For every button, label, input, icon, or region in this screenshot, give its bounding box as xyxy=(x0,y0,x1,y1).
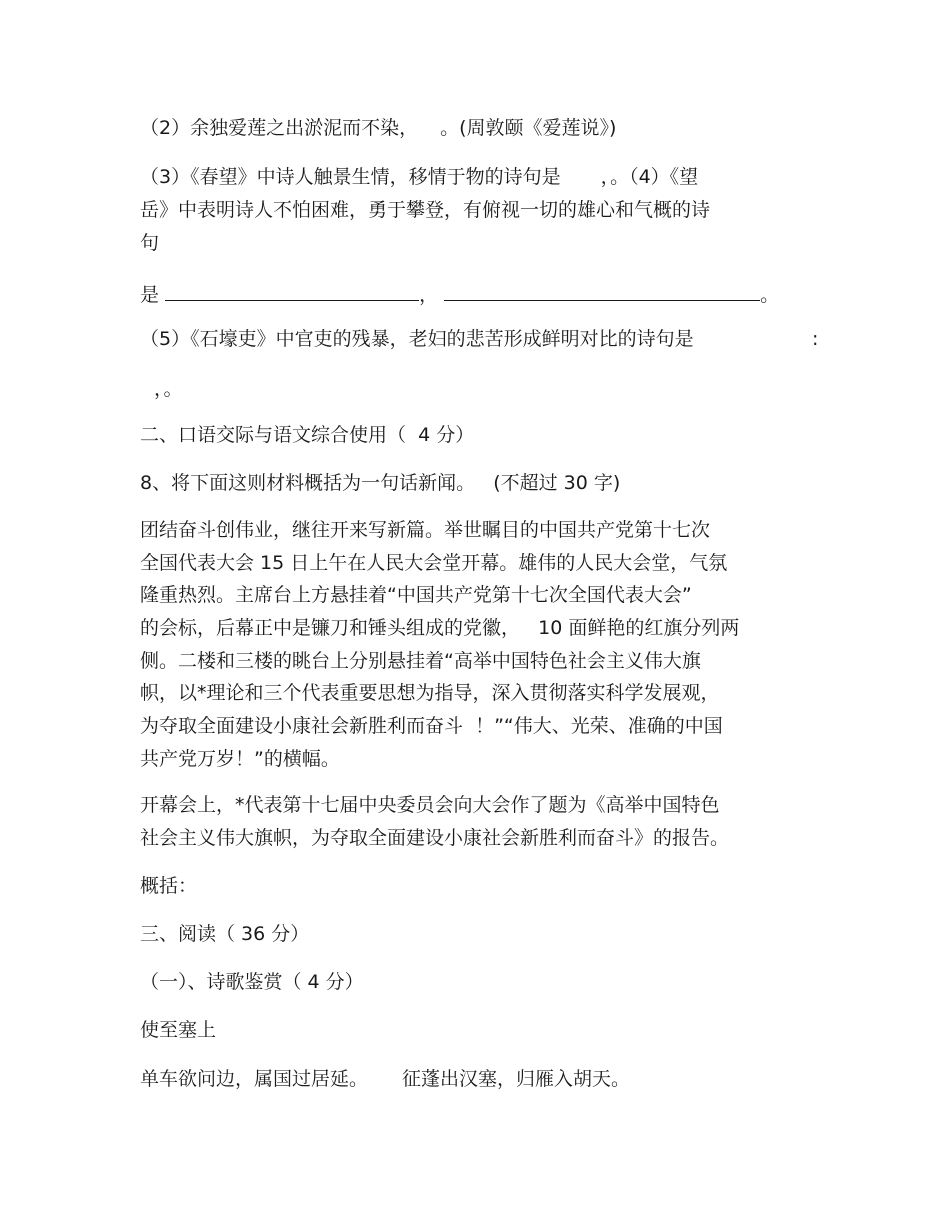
material-line: 为夺取全面建设小康社会新胜利而奋斗 ！”“伟大、光荣、准确的中国 xyxy=(140,715,723,737)
material-line: 社会主义伟大旗帜，为夺取全面建设小康社会新胜利而奋斗》的报告。 xyxy=(140,827,730,849)
question-5-colon: : xyxy=(812,328,819,350)
question-5-line-2: ，。 xyxy=(154,378,183,400)
material-line: 的会标，后幕正中是镰刀和锤头组成的党徽， 10 面鲜艳的红旗分列两 xyxy=(140,617,740,639)
question-4-answer-line xyxy=(140,280,779,308)
answer-end: 。 xyxy=(760,284,780,306)
answer-separator: ， xyxy=(419,284,439,306)
material-line: 帜，以*理论和三个代表重要思想为指导，深入贯彻落实科学发展观， xyxy=(140,682,720,704)
question-3-text: （3）《春望》中诗人触景生情，移情于物的诗句是 xyxy=(140,166,561,188)
material-line: 团结奋斗创伟业，继往开来写新篇。举世瞩目的中国共产党第十七次 xyxy=(140,519,711,541)
material-line: 开幕会上，*代表第十七届中央委员会向大会作了题为《高举中国特色 xyxy=(140,794,720,816)
material-line: 隆重热烈。主席台上方悬挂着“中国共产党第十七次全国代表大会” xyxy=(140,584,692,606)
answer-prefix: 是 xyxy=(140,284,160,306)
question-2-source: 。(周敦颐《爱莲说》) xyxy=(440,117,617,139)
question-4-line-3: 句 xyxy=(140,232,160,254)
poem-line-part-1: 单车欲问边，属国过居延。 xyxy=(140,1068,369,1090)
poem-title: 使至塞上 xyxy=(140,1019,217,1041)
question-2 xyxy=(140,115,616,141)
poem-line xyxy=(140,1066,630,1092)
question-8-prompt: 8、将下面这则材料概括为一句话新闻。 (不超过 30 字) xyxy=(140,472,621,494)
poem-section-heading: （一）、诗歌鉴赏（ 4 分） xyxy=(140,971,364,993)
material-line: 侧。二楼和三楼的眺台上分别悬挂着“高举中国特色社会主义伟大旗 xyxy=(140,650,701,672)
section-2-heading: 二、口语交际与语文综合使用（ 4 分） xyxy=(140,424,475,446)
question-3-line-1 xyxy=(140,164,698,190)
material-line: 共产党万岁！”的横幅。 xyxy=(140,748,340,770)
question-2-text: （2）余独爱莲之出淤泥而不染， xyxy=(140,117,419,139)
material-line: 全国代表大会 15 日上午在人民大会堂开幕。雄伟的人民大会堂，气氛 xyxy=(140,552,728,574)
answer-blank-1[interactable] xyxy=(165,280,419,301)
section-3-heading: 三、阅读（ 36 分） xyxy=(140,923,310,945)
summary-label: 概括： xyxy=(140,875,198,897)
poem-line-part-2: 征蓬出汉塞，归雁入胡天。 xyxy=(402,1068,631,1090)
question-5-line-1: （5）《石壕吏》中官吏的残暴，老妇的悲苦形成鲜明对比的诗句是 xyxy=(140,328,694,350)
question-4-start: ，。（4）《望 xyxy=(600,166,699,188)
question-4-line-2: 岳》中表明诗人不怕困难，勇于攀登，有俯视一切的雄心和气概的诗 xyxy=(140,199,711,221)
answer-blank-2[interactable] xyxy=(444,280,760,301)
